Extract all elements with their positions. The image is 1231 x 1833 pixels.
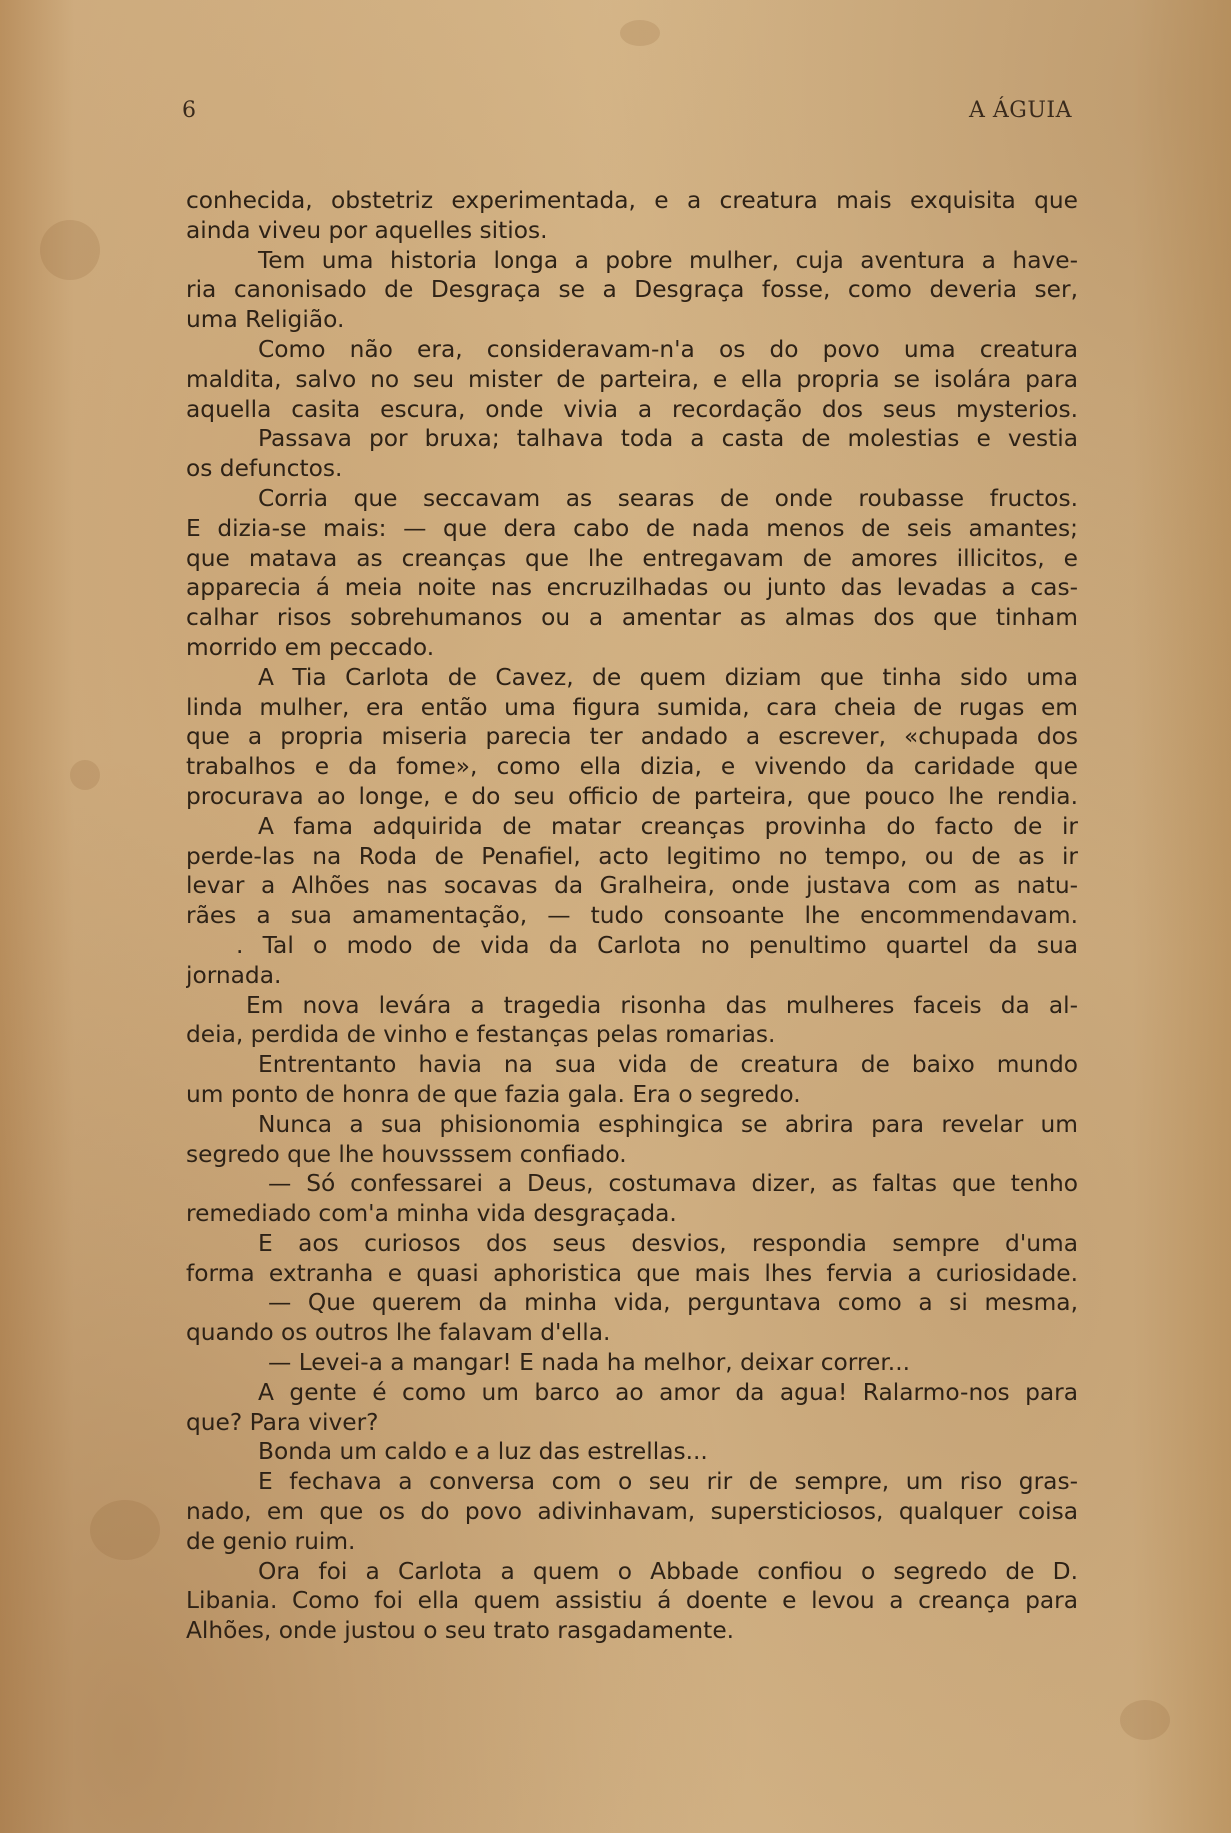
text-line: um ponto de honra de que fazia gala. Era o segredo.	[186, 1080, 801, 1108]
text-line: procurava ao longe, e do seu officio de parteira, que pouco lhe rendia.	[186, 782, 1078, 810]
text-line: segredo que lhe houvsssem confiado.	[186, 1140, 627, 1168]
text-line: forma extranha e quasi aphoristica que mais lhes fervia a curiosidade.	[186, 1259, 1078, 1287]
text-line: Alhões, onde justou o seu trato rasgadamente.	[186, 1617, 735, 1645]
text-line: quando os outros lhe falavam d'ella.	[186, 1319, 611, 1347]
text-line: Em nova levára a tragedia risonha das mulheres faceis da al-	[246, 991, 1078, 1019]
text-line: A Tia Carlota de Cavez, de quem diziam que tinha sido uma	[258, 663, 1078, 691]
text-line: remediado com'a minha vida desgraçada.	[186, 1200, 677, 1228]
text-line: — Levei-a a mangar! E nada ha melhor, deixar correr...	[268, 1349, 911, 1377]
body-text	[186, 186, 1078, 1646]
text-line: linda mulher, era então uma figura sumida, cara cheia de rugas em	[186, 693, 1078, 721]
text-line: calhar risos sobrehumanos ou a amentar as almas dos que tinham	[186, 604, 1078, 632]
text-line: apparecia á meia noite nas encruzilhadas ou junto das levadas a cas-	[186, 574, 1078, 602]
running-head	[182, 98, 1072, 128]
text-line: E aos curiosos dos seus desvios, respondia sempre d'uma	[258, 1229, 1078, 1257]
text-line: perde-las na Roda de Penafiel, acto legitimo no tempo, ou de as ir	[186, 842, 1078, 870]
text-line: aquella casita escura, onde vivia a recordação dos seus mysterios.	[186, 395, 1078, 423]
text-line: que? Para viver?	[186, 1408, 379, 1436]
text-line: Libania. Como foi ella quem assistiu á doente e levou a creança para	[186, 1587, 1078, 1615]
paper-stain	[90, 1500, 160, 1560]
text-line: A fama adquirida de matar creanças provinha do facto de ir	[258, 812, 1078, 840]
text-line: morrido em peccado.	[186, 633, 435, 661]
text-line: de genio ruim.	[186, 1527, 356, 1555]
text-line: . Tal o modo de vida da Carlota no penultimo quartel da sua	[236, 931, 1078, 959]
text-line: Como não era, consideravam-n'a os do povo uma creatura	[258, 335, 1078, 363]
text-line: ainda viveu por aquelles sitios.	[186, 216, 548, 244]
text-line: conhecida, obstetriz experimentada, e a creatura mais exquisita que	[186, 187, 1078, 214]
text-line: — Só confessarei a Deus, costumava dizer, as faltas que tenho	[268, 1170, 1078, 1198]
text-line: uma Religião.	[186, 306, 345, 334]
journal-title: A ÁGUIA	[969, 98, 1072, 123]
text-line: E fechava a conversa com o seu rir de sempre, um riso gras-	[258, 1468, 1078, 1496]
text-line: E dizia-se mais: — que dera cabo de nada menos de seis amantes;	[186, 514, 1078, 542]
paper-stain	[1120, 1700, 1170, 1740]
text-line: nado, em que os do povo adivinhavam, supersticiosos, qualquer coisa	[186, 1498, 1078, 1526]
paper-stain	[620, 20, 660, 46]
text-line: que a propria miseria parecia ter andado a escrever, «chupada dos	[186, 723, 1078, 751]
text-line: Entrentanto havia na sua vida de creatura de baixo mundo	[258, 1051, 1078, 1079]
text-line: Passava por bruxa; talhava toda a casta de molestias e vestia	[258, 425, 1078, 453]
text-line: ria canonisado de Desgraça se a Desgraça fosse, como deveria ser,	[186, 276, 1078, 304]
page-number: 6	[182, 98, 196, 123]
text-line: maldita, salvo no seu mister de parteira, e ella propria se isolára para	[186, 365, 1078, 393]
text-line: que matava as creanças que lhe entregavam de amores illicitos, e	[186, 544, 1078, 572]
text-line: Bonda um caldo e a luz das estrellas...	[258, 1438, 708, 1466]
text-line: Nunca a sua phisionomia esphingica se abrira para revelar um	[258, 1110, 1078, 1138]
text-line: Tem uma historia longa a pobre mulher, cuja aventura a have-	[258, 246, 1078, 274]
paper-stain	[70, 760, 100, 790]
paper-stain	[40, 220, 100, 280]
text-line: rães a sua amamentação, — tudo consoante lhe encommendavam.	[186, 902, 1078, 930]
text-line: — Que querem da minha vida, perguntava como a si mesma,	[268, 1289, 1078, 1317]
text-line: os defunctos.	[186, 455, 343, 483]
text-line: levar a Alhões nas socavas da Gralheira, onde justava com as natu-	[186, 872, 1078, 900]
text-line: Corria que seccavam as searas de onde roubasse fructos.	[258, 484, 1078, 512]
text-line: deia, perdida de vinho e festanças pelas romarias.	[186, 1021, 776, 1049]
text-line: trabalhos e da fome», como ella dizia, e vivendo da caridade que	[186, 753, 1078, 781]
text-line: A gente é como um barco ao amor da agua! Ralarmo-nos para	[258, 1378, 1078, 1406]
text-line: jornada.	[186, 961, 282, 989]
text-line: Ora foi a Carlota a quem o Abbade confiou o segredo de D.	[258, 1557, 1078, 1585]
